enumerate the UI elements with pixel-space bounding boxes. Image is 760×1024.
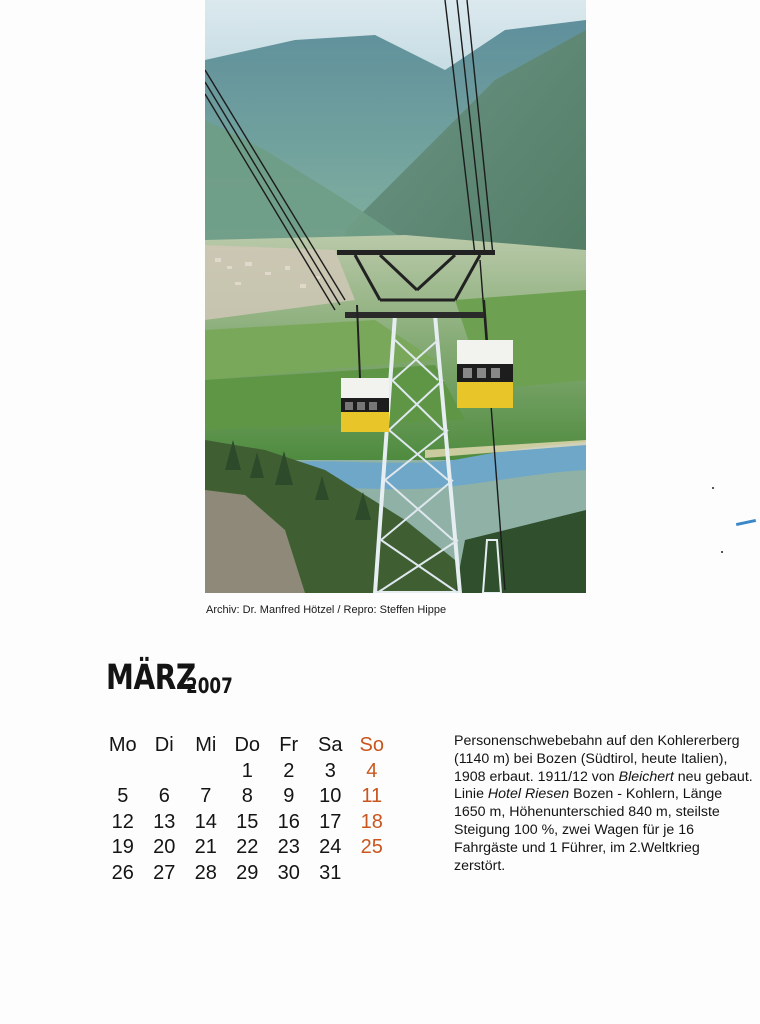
calendar-day: 27 bbox=[153, 861, 176, 884]
scan-speck bbox=[721, 551, 723, 553]
description-text: Bozen - Kohlern, Länge 1650 m, Höhenunterschied 840 m, steilste Steigung 100 %, zwei Wagen für je 16 Fahrgäste und 1 Führer, im 2.Weltkrieg zerstört. bbox=[454, 786, 723, 874]
calendar-day-sunday bbox=[351, 861, 393, 887]
scan-mark bbox=[736, 519, 756, 526]
year: 2007 bbox=[186, 674, 233, 698]
line-name: Hotel Riesen bbox=[487, 786, 570, 803]
calendar-day: 3 bbox=[324, 759, 336, 782]
weekday-header: Sa bbox=[318, 734, 343, 756]
calendar-day: 14 bbox=[194, 810, 217, 833]
month-name: MÄRZ bbox=[106, 658, 196, 698]
calendar-day bbox=[102, 759, 144, 785]
calendar-day bbox=[144, 759, 186, 785]
calendar-day: 12 bbox=[111, 810, 134, 833]
calendar-day-sunday: 25 bbox=[360, 836, 383, 858]
photo-description bbox=[454, 733, 754, 875]
weekday-header: Di bbox=[154, 734, 174, 756]
photo-credit: Archiv: Dr. Manfred Hötzel / Repro: Steffen Hippe bbox=[206, 604, 447, 616]
calendar-day: 30 bbox=[277, 861, 300, 884]
calendar-day: 31 bbox=[319, 861, 342, 884]
calendar-day-sunday: 4 bbox=[366, 759, 378, 782]
calendar-day-sunday: 11 bbox=[361, 785, 383, 807]
calendar-day: 22 bbox=[236, 836, 259, 858]
calendar-day: 16 bbox=[277, 810, 300, 833]
calendar-day: 21 bbox=[194, 836, 217, 858]
weekday-header: Mi bbox=[195, 734, 217, 756]
scan-speck bbox=[712, 487, 714, 489]
calendar-day: 17 bbox=[319, 810, 342, 833]
weekday-header: Do bbox=[234, 734, 261, 756]
calendar-day: 2 bbox=[283, 759, 295, 782]
calendar-day: 8 bbox=[241, 785, 253, 807]
calendar-day bbox=[185, 759, 227, 785]
description-text: Personenschwebebahn auf den Kohlererberg (1140 m) bei Bozen (Südtirol, heute Italien), 1908 erbaut. 1911/12 von bbox=[454, 733, 740, 785]
calendar-grid bbox=[102, 733, 393, 886]
weekday-header: Fr bbox=[279, 734, 299, 756]
calendar-day: 7 bbox=[200, 785, 212, 807]
month-title bbox=[106, 658, 233, 698]
description-text: neu gebaut. Linie bbox=[454, 768, 753, 803]
weekday-header: Mo bbox=[108, 734, 137, 756]
calendar-day: 5 bbox=[117, 785, 129, 807]
calendar-day: 23 bbox=[277, 836, 300, 858]
calendar-day: 9 bbox=[283, 785, 295, 807]
builder-name: Bleichert bbox=[618, 768, 674, 785]
calendar-day: 15 bbox=[236, 810, 259, 833]
weekday-header-sunday: So bbox=[359, 734, 384, 756]
calendar-day: 24 bbox=[319, 836, 342, 858]
calendar-day: 20 bbox=[153, 836, 176, 858]
calendar-day: 29 bbox=[236, 861, 259, 884]
calendar-day: 19 bbox=[111, 836, 134, 858]
calendar-day: 28 bbox=[194, 861, 217, 884]
cable-car-photo bbox=[205, 0, 586, 593]
calendar-day-sunday: 18 bbox=[360, 810, 383, 833]
calendar-day: 1 bbox=[241, 759, 253, 782]
calendar-day: 13 bbox=[153, 810, 176, 833]
calendar-day: 26 bbox=[111, 861, 134, 884]
calendar-day: 6 bbox=[158, 785, 170, 807]
calendar-day: 10 bbox=[319, 785, 342, 807]
